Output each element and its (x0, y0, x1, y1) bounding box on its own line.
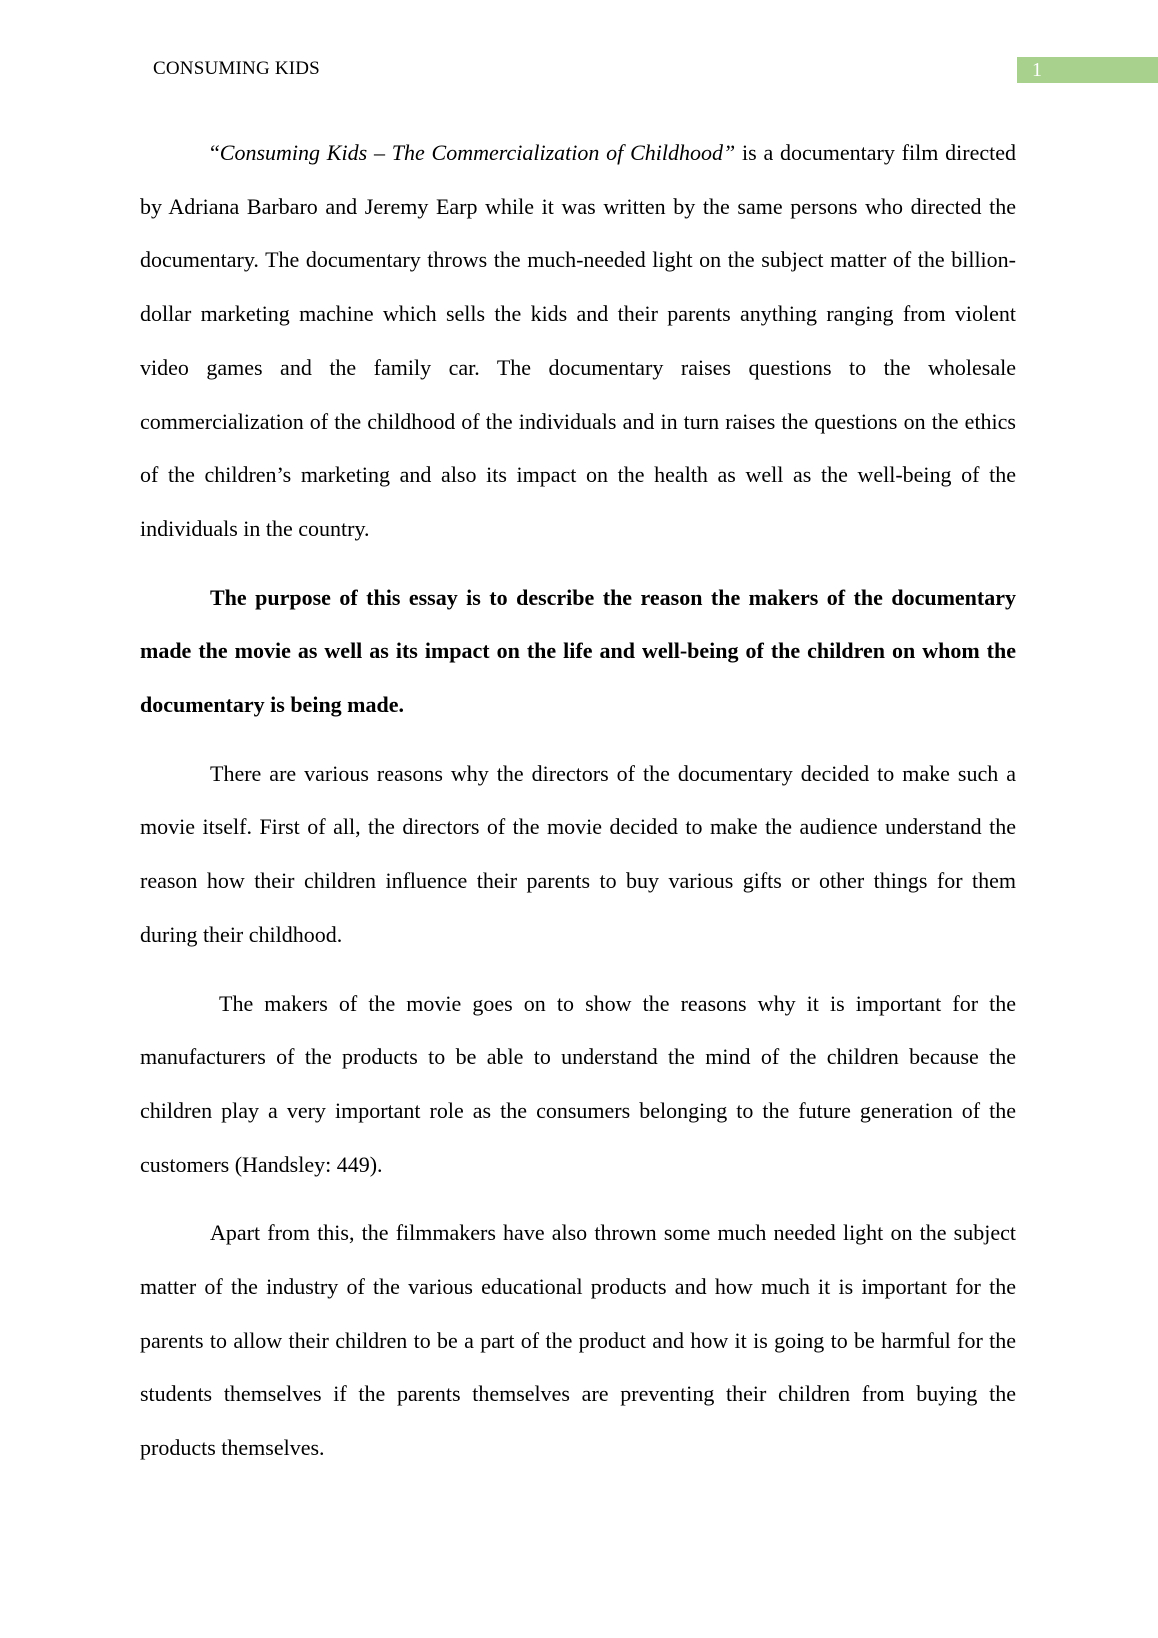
paragraph-intro-text: is a documentary film directed by Adriana Barbaro and Jeremy Earp while it was written by the same persons who directed the documentary. The documentary throws the much-needed light on the subject matter of the billion-dollar marketing machine which sells the kids and their parents anything ranging from violent video games and the family car. The documentary raises questions to the wholesale commercialization of the childhood of the individuals and in turn raises the questions on the ethics of the children’s marketing and also its impact on the health as well as the well-being of the individuals in the country. (140, 140, 1016, 541)
paragraph-makers: The makers of the movie goes on to show the reasons why it is important for the manufacturers of the products to be able to understand the mind of the children because the children play a very important role as the consumers belonging to the future generation of the customers (Handsley: 449). (140, 990, 1016, 1177)
paragraph-reasons: There are various reasons why the directors of the documentary decided to make such a movie itself. First of all, the directors of the movie decided to make the audience understand the reason how their children influence their parents to buy various gifts or other things for them during their childhood. (140, 760, 1016, 947)
paragraph-educational-products: Apart from this, the filmmakers have also thrown some much needed light on the subject matter of the industry of the various educational products and how much it is important for the parents to allow their children to be a part of the product and how it is going to be harmful for the students themselves if the parents themselves are preventing their children from buying the products themselves. (140, 1220, 1016, 1461)
film-title-open-quote: “ (210, 140, 220, 165)
paragraph-intro (140, 126, 1016, 556)
film-title: Consuming Kids – The Commercialization of Childhood” (219, 140, 736, 165)
running-head: CONSUMING KIDS (153, 58, 320, 79)
page-number: 1 (1017, 57, 1158, 83)
body-text (140, 126, 1016, 1490)
paragraph-thesis: The purpose of this essay is to describe the reason the makers of the documentary made the movie as well as its impact on the life and well-being of the children on whom the documentary is being made. (140, 584, 1016, 718)
